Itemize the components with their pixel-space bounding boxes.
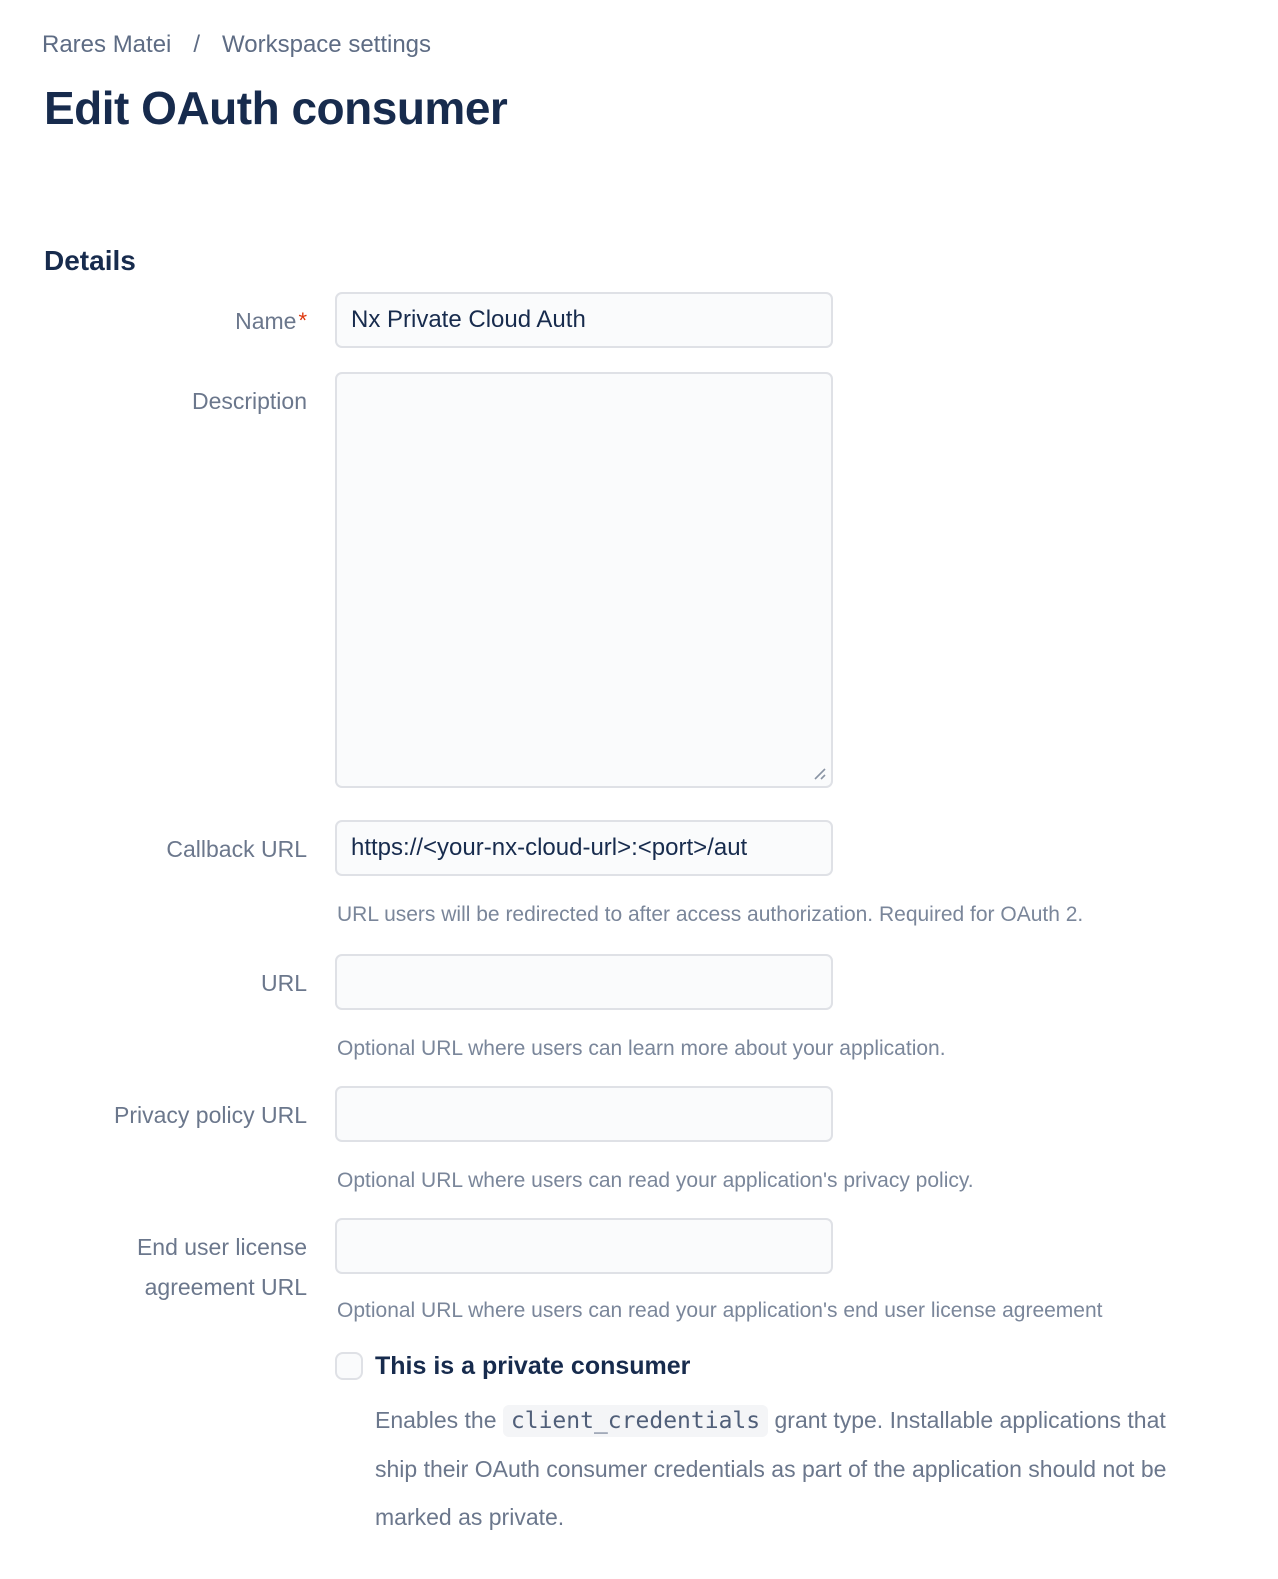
description-field-row xyxy=(42,372,1238,788)
eula-url-field xyxy=(335,1218,1238,1326)
privacy-policy-url-input[interactable] xyxy=(335,1086,833,1142)
private-consumer-description-suffix: grant type. Installable applications that ship their OAuth consumer credentials as part of the application should not be marked as private. xyxy=(375,1407,1167,1530)
privacy-policy-url-field-row xyxy=(42,1086,1238,1196)
required-asterisk: * xyxy=(298,308,307,333)
url-label: URL xyxy=(260,970,307,996)
url-helper-text: Optional URL where users can learn more about your application. xyxy=(337,1037,946,1060)
privacy-policy-url-helper-text: Optional URL where users can read your application's privacy policy. xyxy=(337,1169,974,1192)
private-consumer-label: This is a private consumer xyxy=(375,1351,691,1380)
url-input[interactable] xyxy=(335,954,833,1010)
name-label xyxy=(42,292,307,341)
details-heading: Details xyxy=(44,245,136,276)
eula-url-field-row xyxy=(42,1218,1238,1326)
eula-url-helper-text: Optional URL where users can read your application's end user license agreement xyxy=(337,1299,1103,1322)
private-consumer-description-prefix: Enables the xyxy=(375,1407,503,1433)
client-credentials-code-chip: client_credentials xyxy=(503,1405,768,1437)
breadcrumb-settings-link[interactable]: Workspace settings xyxy=(222,31,432,58)
page-title: Edit OAuth consumer xyxy=(44,82,508,134)
eula-url-label: End user license agreement URL xyxy=(136,1234,307,1300)
callback-url-helper-text: URL users will be redirected to after access authorization. Required for OAuth 2. xyxy=(337,903,1084,926)
description-textarea[interactable] xyxy=(335,372,833,788)
callback-url-label: Callback URL xyxy=(166,836,307,862)
breadcrumb-workspace-link[interactable]: Rares Matei xyxy=(42,31,172,58)
private-consumer-option[interactable] xyxy=(335,1346,1238,1386)
url-field-row xyxy=(42,954,1238,1064)
name-field xyxy=(335,292,1238,348)
private-consumer-description xyxy=(375,1396,1213,1541)
callback-url-field xyxy=(335,820,1238,930)
description-textarea-wrap xyxy=(335,372,833,788)
privacy-policy-url-label: Privacy policy URL xyxy=(114,1102,307,1128)
breadcrumb-separator: / xyxy=(193,31,201,58)
callback-url-input[interactable] xyxy=(335,820,833,876)
eula-url-input[interactable] xyxy=(335,1218,833,1274)
privacy-policy-url-field xyxy=(335,1086,1238,1196)
name-field-row xyxy=(42,292,1238,348)
private-consumer-label-spacer xyxy=(42,1346,307,1355)
oauth-consumer-form xyxy=(42,292,1238,1541)
breadcrumb xyxy=(42,30,1238,60)
name-label-text: Name xyxy=(235,308,297,334)
url-field xyxy=(335,954,1238,1064)
description-field xyxy=(335,372,1238,788)
private-consumer-row xyxy=(42,1346,1238,1541)
private-consumer-checkbox[interactable] xyxy=(335,1352,363,1380)
name-input[interactable] xyxy=(335,292,833,348)
private-consumer-field xyxy=(335,1346,1238,1541)
description-label: Description xyxy=(191,388,307,414)
callback-url-field-row xyxy=(42,820,1238,930)
